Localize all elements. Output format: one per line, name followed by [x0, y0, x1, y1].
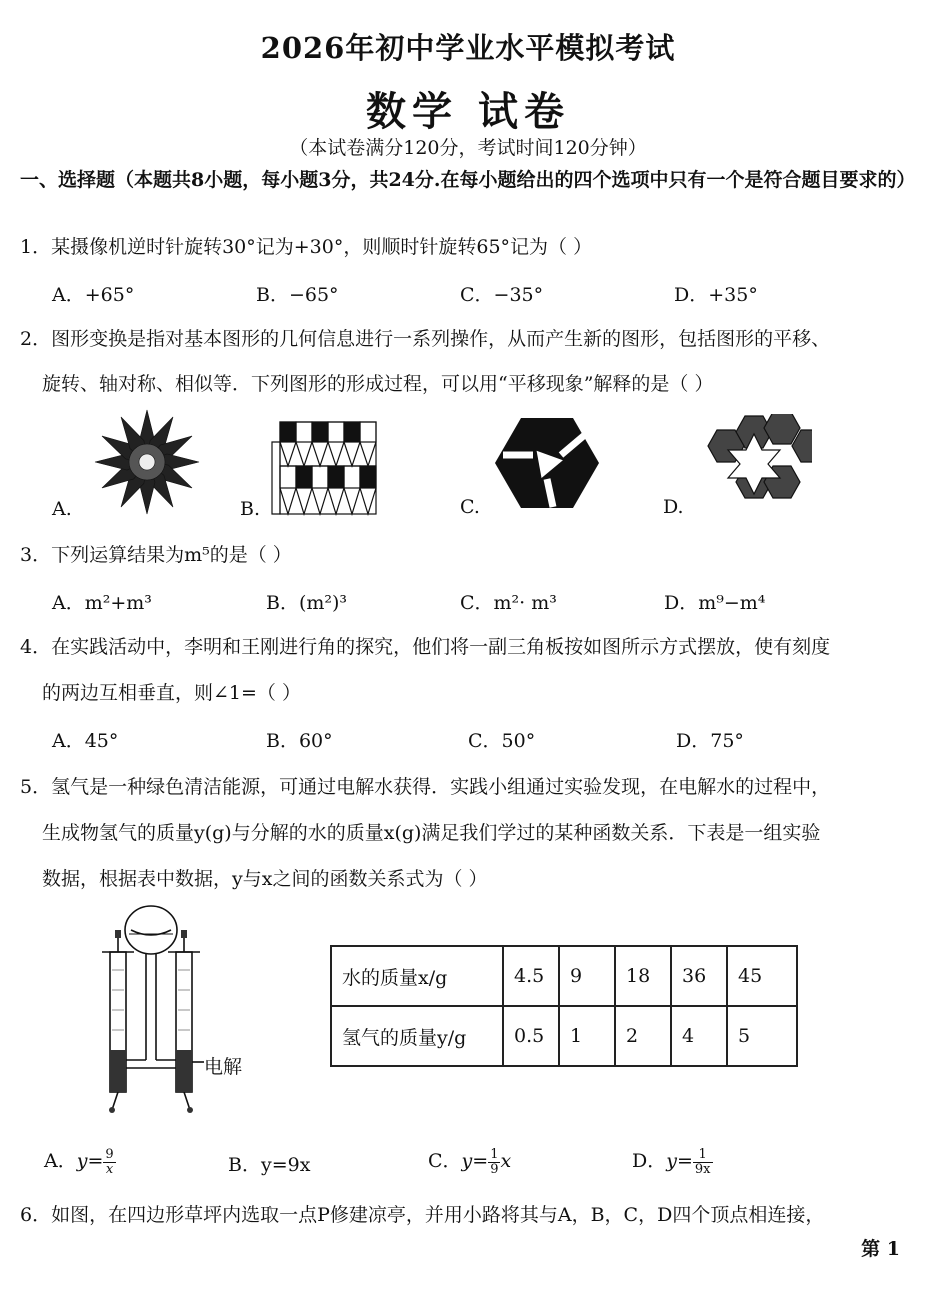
option-suffix: x [500, 1150, 512, 1172]
table-row [331, 1006, 797, 1066]
numerator: 1 [490, 1146, 499, 1162]
q2-figure-b-tessellation [270, 420, 386, 516]
numerator: 1 [693, 1148, 713, 1163]
subject-title: 数学 试卷 [366, 88, 570, 135]
q2-option-a: A. [52, 498, 72, 520]
option-lhs: y= [76, 1150, 104, 1172]
q1-option-b: B．−65° [256, 284, 339, 306]
q5-data-table [330, 945, 798, 1067]
denominator: x [105, 1161, 114, 1177]
q1-stem: 1．某摄像机逆时针旋转30°记为+30°，则顺时针旋转65°记为（ ） [20, 236, 593, 258]
table-cell: 45 [727, 946, 797, 1006]
option-lhs: y= [666, 1150, 693, 1172]
table-cell: 4 [671, 1006, 727, 1066]
q3-option-c: C．m²· m³ [460, 592, 557, 614]
exam-note: （本试卷满分120分，考试时间120分钟） [289, 137, 647, 159]
q4-option-d: D．75° [676, 730, 744, 752]
fraction [693, 1148, 713, 1177]
q2-figure-d-hexstar [696, 414, 812, 514]
q5-stem-line3: 数据，根据表中数据，y与x之间的函数关系式为（ ） [42, 868, 488, 890]
q3-option-b: B．(m²)³ [266, 592, 348, 614]
q4-option-a: A．45° [52, 730, 119, 752]
q4-option-c: C．50° [468, 730, 536, 752]
q5-option-b: B．y=9x [228, 1154, 311, 1176]
q2-option-c: C. [460, 496, 480, 518]
fraction [488, 1148, 500, 1177]
q6-stem: 6．如图，在四边形草坪内选取一点P修建凉亭，并用小路将其与A，B，C，D四个顶点相连接， [20, 1204, 825, 1226]
table-cell: 36 [671, 946, 727, 1006]
numerator: 9 [105, 1146, 114, 1162]
table-row [331, 946, 797, 1006]
q2-figure-a-star [92, 408, 202, 516]
table-cell: 0.5 [503, 1006, 559, 1066]
q2-option-b: B. [240, 498, 261, 520]
q3-option-a: A．m²+m³ [52, 592, 152, 614]
fraction [103, 1148, 115, 1177]
q3-option-d: D．m⁹−m⁴ [664, 592, 766, 614]
q1-option-d: D．+35° [674, 284, 758, 306]
table-cell: 2 [615, 1006, 671, 1066]
table-cell: 4.5 [503, 946, 559, 1006]
q4-option-b: B．60° [266, 730, 333, 752]
option-prefix: D． [632, 1150, 667, 1172]
section-heading: 一、选择题（本题共8小题，每小题3分，共24分.在每小题给出的四个选项中只有一个是符合题目要求的） [20, 169, 916, 191]
q5-option-c [428, 1146, 511, 1177]
q2-figure-c-hexagon [492, 414, 602, 512]
table-row-head-water: 水的质量x/g [331, 946, 503, 1006]
table-cell: 9 [559, 946, 615, 1006]
option-prefix: A． [44, 1150, 77, 1172]
q2-stem-line2: 旋转、轴对称、相似等．下列图形的形成过程，可以用“平移现象”解释的是（ ） [42, 373, 714, 395]
option-lhs: y= [461, 1150, 489, 1172]
table-cell: 5 [727, 1006, 797, 1066]
q4-stem-line2: 的两边互相垂直，则∠1=（ ） [42, 682, 301, 704]
table-cell: 1 [559, 1006, 615, 1066]
q5-option-a [44, 1146, 116, 1177]
table-row-head-hydrogen: 氢气的质量y/g [331, 1006, 503, 1066]
q1-option-c: C．−35° [460, 284, 544, 306]
q3-stem: 3．下列运算结果为m⁵的是（ ） [20, 544, 292, 566]
q1-option-a: A．+65° [52, 284, 135, 306]
page-number: 第 1 [861, 1238, 900, 1260]
q5-option-d [632, 1146, 713, 1177]
denominator: 9 [490, 1161, 499, 1177]
q2-option-d: D. [663, 496, 684, 518]
q5-electrolysis-apparatus [96, 900, 206, 1116]
q5-stem-line1: 5．氢气是一种绿色清洁能源，可通过电解水获得．实践小组通过实验发现，在电解水的过程中， [20, 776, 831, 798]
table-cell: 18 [615, 946, 671, 1006]
q4-stem-line1: 4．在实践活动中，李明和王刚进行角的探究，他们将一副三角板按如图所示方式摆放，使有刻度 [20, 636, 831, 658]
denominator: 9x [694, 1161, 711, 1177]
q5-figure-label: 电解 [204, 1056, 243, 1078]
q2-stem-line1: 2．图形变换是指对基本图形的几何信息进行一系列操作，从而产生新的图形，包括图形的平移、 [20, 328, 831, 350]
q5-stem-line2: 生成物氢气的质量y(g)与分解的水的质量x(g)满足我们学过的某种函数关系．下表是一组实验 [42, 822, 821, 844]
option-prefix: C． [428, 1150, 462, 1172]
exam-title: 2026年初中学业水平模拟考试 [260, 31, 676, 65]
